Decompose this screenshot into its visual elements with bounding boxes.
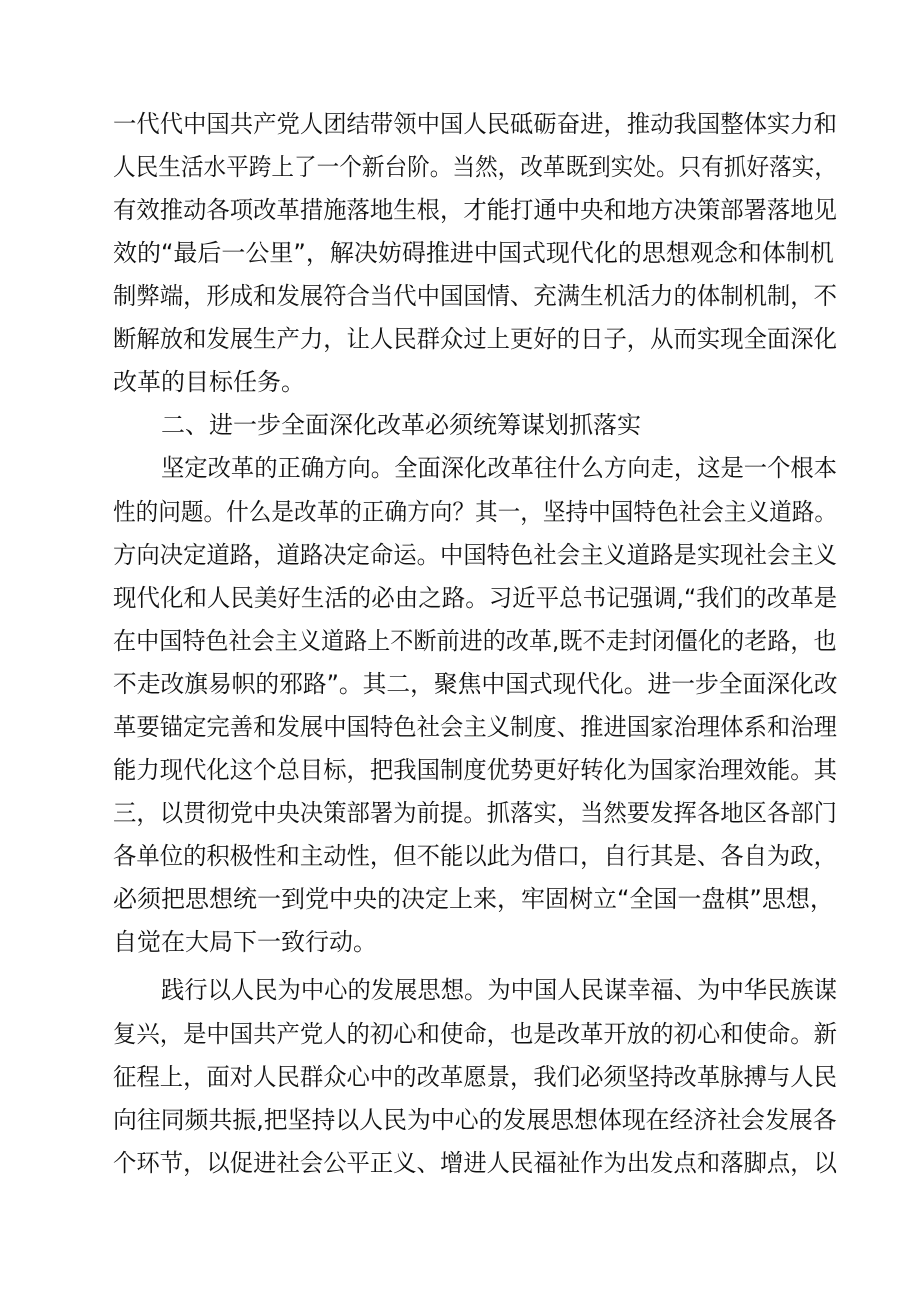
paragraph-2-line-8: 能力现代化这个总目标，把我国制度优势更好转化为国家治理效能。其: [113, 756, 837, 784]
document-body: [113, 103, 837, 1193]
paragraph-3-line-5: 个环节，以促进社会公平正义、增进人民福祉作为出发点和落脚点，以: [113, 1149, 837, 1177]
paragraph-2-line-6: 不走改旗易帜的邪路”。其二，聚焦中国式现代化。进一步全面深化改: [113, 670, 838, 698]
paragraph-2-line-5: 在中国特色社会主义道路上不断前进的改革,既不走封闭僵化的老路，也: [113, 627, 837, 655]
paragraph-2-line-9: 三，以贯彻党中央决策部署为前提。抓落实，当然要发挥各地区各部门: [113, 799, 837, 827]
paragraph-1-line-7: 改革的目标任务。: [113, 368, 305, 396]
section-heading: 二、进一步全面深化改革必须统筹谋划抓落实: [161, 411, 641, 439]
paragraph-2-line-11: 必须把思想统一到党中央的决定上来，牢固树立“全国一盘棋”思想，: [113, 885, 834, 913]
paragraph-2-line-3: 方向决定道路，道路决定命运。中国特色社会主义道路是实现社会主义: [113, 541, 837, 569]
paragraph-2-line-10: 各单位的积极性和主动性，但不能以此为借口，自行其是、各自为政，: [113, 842, 837, 870]
paragraph-2-line-1: 坚定改革的正确方向。全面深化改革往什么方向走，这是一个根本: [161, 454, 837, 482]
paragraph-3-line-3: 征程上，面对人民群众心中的改革愿景，我们必须坚持改革脉搏与人民: [113, 1063, 837, 1091]
paragraph-3-line-4: 向往同频共振,把坚持以人民为中心的发展思想体现在经济社会发展各: [113, 1106, 837, 1134]
paragraph-3-line-2: 复兴，是中国共产党人的初心和使命，也是改革开放的初心和使命。新: [113, 1020, 837, 1048]
paragraph-1-line-1: 一代代中国共产党人团结带领中国人民砥砺奋进，推动我国整体实力和: [113, 110, 837, 138]
paragraph-1-line-3: 有效推动各项改革措施落地生根，才能打通中央和地方决策部署落地见: [113, 196, 837, 224]
paragraph-1-line-4: 效的“最后一公里”，解决妨碍推进中国式现代化的思想观念和体制机: [113, 239, 834, 267]
paragraph-2-line-2: 性的问题。什么是改革的正确方向？其一，坚持中国特色社会主义道路。: [113, 498, 837, 526]
paragraph-1-line-5: 制弊端，形成和发展符合当代中国国情、充满生机活力的体制机制，不: [113, 282, 837, 310]
paragraph-1-line-6: 断解放和发展生产力，让人民群众过上更好的日子，从而实现全面深化: [113, 325, 837, 353]
paragraph-1-line-2: 人民生活水平跨上了一个新台阶。当然，改革既到实处。只有抓好落实，: [113, 153, 837, 181]
paragraph-2-line-4: 现代化和人民美好生活的必由之路。习近平总书记强调,“我们的改革是: [113, 584, 838, 612]
paragraph-2-line-12: 自觉在大局下一致行动。: [113, 928, 377, 956]
paragraph-3-line-1: 践行以人民为中心的发展思想。为中国人民谋幸福、为中华民族谋: [161, 976, 837, 1004]
paragraph-2-line-7: 革要锚定完善和发展中国特色社会主义制度、推进国家治理体系和治理: [113, 713, 837, 741]
